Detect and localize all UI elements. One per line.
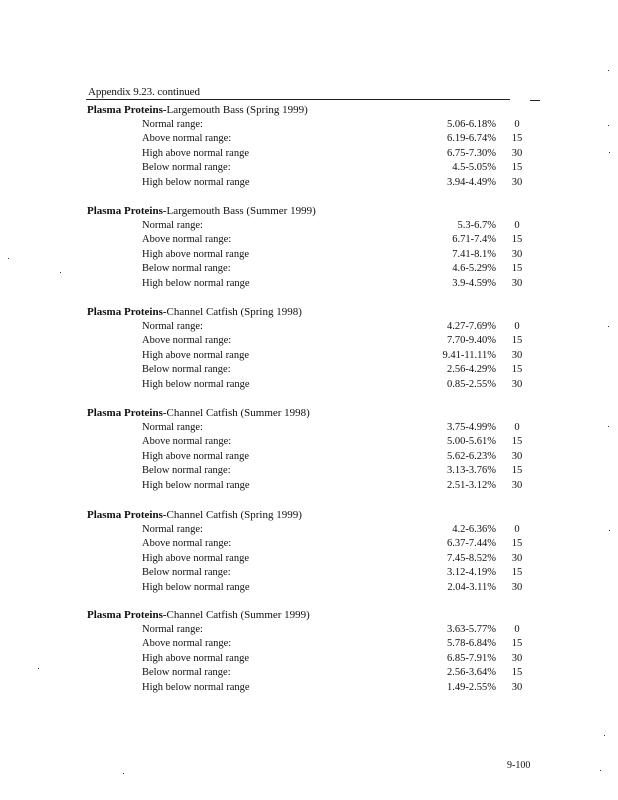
- scan-speck: [608, 426, 609, 427]
- range-value: 3.12-4.19%: [447, 567, 496, 578]
- scan-speck: [604, 735, 605, 736]
- range-score: 0: [514, 321, 520, 332]
- section-title-bold: Plasma Proteins-: [87, 205, 167, 217]
- range-row: [0, 567, 618, 581]
- range-value: 5.78-6.84%: [447, 638, 496, 649]
- range-label: High above normal range: [142, 653, 250, 664]
- range-value: 0.85-2.55%: [447, 379, 496, 390]
- range-row: [0, 524, 618, 538]
- range-value: 4.6-5.29%: [452, 263, 496, 274]
- range-label: Below normal range:: [142, 465, 231, 476]
- range-label: Below normal range:: [142, 263, 231, 274]
- range-label: Normal range:: [142, 524, 203, 535]
- range-value: 2.04-3.11%: [447, 582, 496, 593]
- range-row: [0, 220, 618, 234]
- section-title-bold: Plasma Proteins-: [87, 609, 167, 621]
- range-label: High above normal range: [142, 350, 250, 361]
- section-title-rest: Channel Catfish (Summer 1998): [166, 407, 310, 419]
- scan-speck: [38, 668, 39, 669]
- range-score: 15: [511, 234, 523, 245]
- range-row: [0, 234, 618, 248]
- range-row: [0, 133, 618, 147]
- range-row: [0, 624, 618, 638]
- range-row: [0, 177, 618, 191]
- range-row: [0, 350, 618, 364]
- range-score: 0: [514, 220, 520, 231]
- range-value: 6.37-7.44%: [447, 538, 496, 549]
- range-score: 30: [511, 480, 523, 491]
- page-number: 9-100: [507, 760, 531, 771]
- range-row: [0, 364, 618, 378]
- section-title: [87, 104, 308, 116]
- range-score: 30: [511, 350, 523, 361]
- range-label: Normal range:: [142, 321, 203, 332]
- appendix-title: Appendix 9.23. continued: [88, 86, 200, 98]
- scan-speck: [609, 530, 610, 531]
- range-score: 15: [511, 364, 523, 375]
- range-value: 1.49-2.55%: [447, 682, 496, 693]
- range-row: [0, 249, 618, 263]
- range-score: 30: [511, 653, 523, 664]
- range-label: Below normal range:: [142, 667, 231, 678]
- range-label: Above normal range:: [142, 638, 232, 649]
- range-score: 15: [511, 133, 523, 144]
- section-title-bold: Plasma Proteins-: [87, 407, 167, 419]
- section-title-rest: Largemouth Bass (Spring 1999): [166, 104, 308, 116]
- range-label: High above normal range: [142, 553, 250, 564]
- range-score: 15: [511, 465, 523, 476]
- scan-speck: [60, 272, 61, 273]
- range-value: 6.71-7.4%: [452, 234, 496, 245]
- scan-speck: [608, 70, 609, 71]
- range-label: High above normal range: [142, 148, 250, 159]
- range-value: 2.51-3.12%: [447, 480, 496, 491]
- scan-speck: [608, 326, 609, 327]
- range-row: [0, 538, 618, 552]
- range-score: 15: [511, 162, 523, 173]
- range-label: Normal range:: [142, 422, 203, 433]
- range-score: 0: [514, 524, 520, 535]
- range-row: [0, 451, 618, 465]
- range-label: Above normal range:: [142, 538, 232, 549]
- range-row: [0, 553, 618, 567]
- range-value: 5.3-6.7%: [457, 220, 496, 231]
- range-value: 3.63-5.77%: [447, 624, 496, 635]
- range-score: 0: [514, 624, 520, 635]
- range-score: 30: [511, 148, 523, 159]
- range-label: High below normal range: [142, 682, 250, 693]
- section-title-bold: Plasma Proteins-: [87, 306, 167, 318]
- range-row: [0, 335, 618, 349]
- range-row: [0, 119, 618, 133]
- range-label: Below normal range:: [142, 162, 231, 173]
- scan-speck: [8, 258, 9, 259]
- range-value: 7.70-9.40%: [447, 335, 496, 346]
- range-row: [0, 379, 618, 393]
- range-value: 7.45-8.52%: [447, 553, 496, 564]
- scan-speck: [609, 152, 610, 153]
- range-value: 3.75-4.99%: [447, 422, 496, 433]
- range-score: 15: [511, 436, 523, 447]
- section-title: [87, 205, 316, 217]
- range-score: 15: [511, 638, 523, 649]
- range-row: [0, 278, 618, 292]
- range-score: 15: [511, 538, 523, 549]
- range-value: 6.19-6.74%: [447, 133, 496, 144]
- range-label: High below normal range: [142, 177, 250, 188]
- range-score: 15: [511, 567, 523, 578]
- range-score: 0: [514, 119, 520, 130]
- range-label: Above normal range:: [142, 436, 232, 447]
- section-title: [87, 407, 310, 419]
- range-row: [0, 436, 618, 450]
- range-value: 4.2-6.36%: [452, 524, 496, 535]
- section-title: [87, 306, 302, 318]
- range-value: 2.56-4.29%: [447, 364, 496, 375]
- range-value: 3.13-3.76%: [447, 465, 496, 476]
- section-title-bold: Plasma Proteins-: [87, 104, 167, 116]
- range-row: [0, 682, 618, 696]
- range-value: 4.27-7.69%: [447, 321, 496, 332]
- section-title-rest: Channel Catfish (Spring 1998): [166, 306, 302, 318]
- range-score: 30: [511, 177, 523, 188]
- section-title-rest: Channel Catfish (Summer 1999): [166, 609, 310, 621]
- range-score: 30: [511, 379, 523, 390]
- range-row: [0, 653, 618, 667]
- range-value: 6.75-7.30%: [447, 148, 496, 159]
- range-row: [0, 263, 618, 277]
- section-title: [87, 509, 302, 521]
- range-label: Above normal range:: [142, 234, 232, 245]
- range-value: 3.9-4.59%: [452, 278, 496, 289]
- range-value: 3.94-4.49%: [447, 177, 496, 188]
- range-label: High below normal range: [142, 480, 250, 491]
- range-label: Above normal range:: [142, 133, 232, 144]
- range-label: Above normal range:: [142, 335, 232, 346]
- range-value: 5.06-6.18%: [447, 119, 496, 130]
- range-score: 0: [514, 422, 520, 433]
- section-title-rest: Channel Catfish (Spring 1999): [166, 509, 302, 521]
- range-score: 30: [511, 553, 523, 564]
- scan-speck: [123, 773, 124, 774]
- range-score: 30: [511, 451, 523, 462]
- range-score: 30: [511, 582, 523, 593]
- range-row: [0, 162, 618, 176]
- range-value: 7.41-8.1%: [452, 249, 496, 260]
- range-label: Below normal range:: [142, 567, 231, 578]
- range-label: High below normal range: [142, 379, 250, 390]
- range-value: 4.5-5.05%: [452, 162, 496, 173]
- range-row: [0, 480, 618, 494]
- range-value: 5.00-5.61%: [447, 436, 496, 447]
- range-score: 15: [511, 335, 523, 346]
- range-row: [0, 148, 618, 162]
- range-score: 30: [511, 249, 523, 260]
- range-score: 15: [511, 263, 523, 274]
- section-title-rest: Largemouth Bass (Summer 1999): [166, 205, 316, 217]
- range-label: Normal range:: [142, 624, 203, 635]
- range-score: 30: [511, 682, 523, 693]
- range-row: [0, 582, 618, 596]
- scan-speck: [600, 770, 601, 771]
- range-row: [0, 638, 618, 652]
- range-value: 5.62-6.23%: [447, 451, 496, 462]
- range-label: High above normal range: [142, 249, 250, 260]
- range-label: High below normal range: [142, 278, 250, 289]
- range-row: [0, 667, 618, 681]
- range-row: [0, 422, 618, 436]
- range-value: 2.56-3.64%: [447, 667, 496, 678]
- range-score: 15: [511, 667, 523, 678]
- range-value: 6.85-7.91%: [447, 653, 496, 664]
- section-title: [87, 609, 310, 621]
- scan-speck: [608, 125, 609, 126]
- range-label: Normal range:: [142, 220, 203, 231]
- title-underline: [86, 99, 510, 100]
- range-row: [0, 321, 618, 335]
- range-label: Below normal range:: [142, 364, 231, 375]
- range-label: High above normal range: [142, 451, 250, 462]
- range-label: High below normal range: [142, 582, 250, 593]
- range-row: [0, 465, 618, 479]
- title-rule-dash: [530, 100, 540, 101]
- section-title-bold: Plasma Proteins-: [87, 509, 167, 521]
- range-label: Normal range:: [142, 119, 203, 130]
- range-value: 9.41-11.11%: [442, 350, 496, 361]
- range-score: 30: [511, 278, 523, 289]
